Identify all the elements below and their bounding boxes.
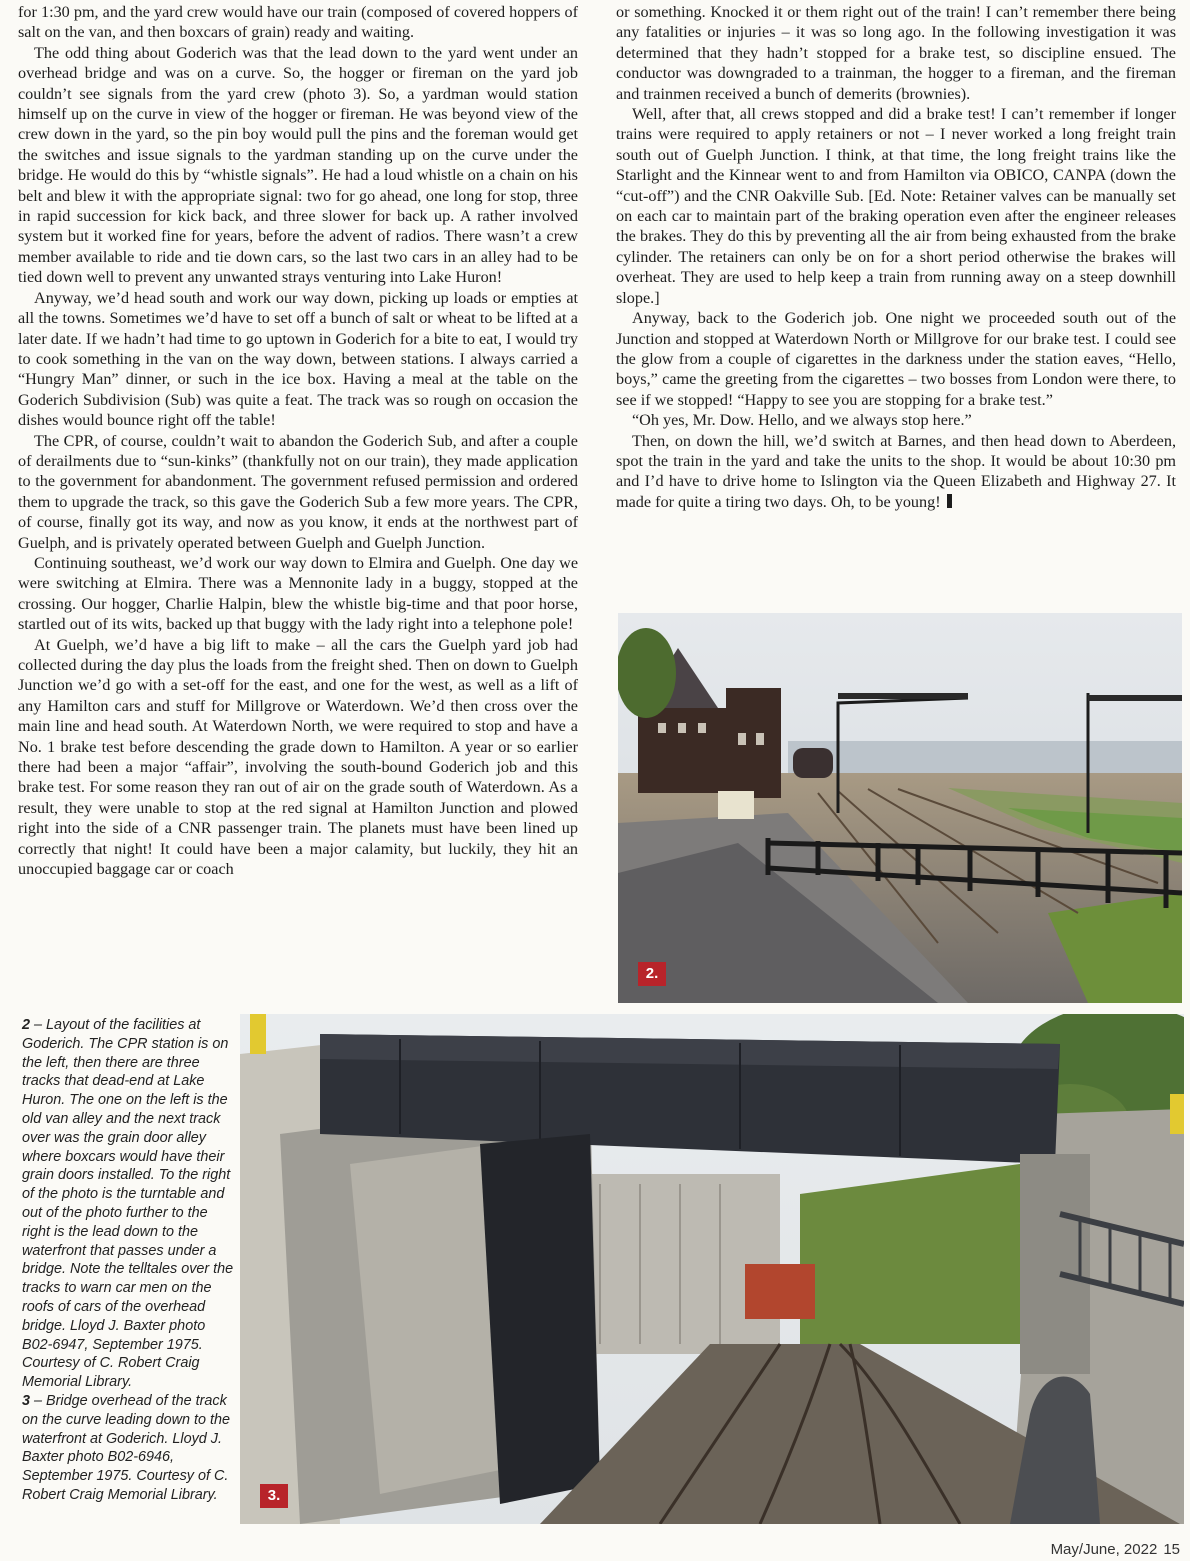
caption-photo-3 — [22, 1392, 234, 1505]
photo-captions — [22, 1016, 234, 1505]
photo-goderich-yard — [618, 613, 1182, 1003]
paragraph: At Guelph, we’d have a big lift to make – all the cars the Guelph yard job had collected during the day plus the loads from the freight shed. Then on down to Guelph Junction we’d go with a set-off for the east, and one for the west, as well as a lift of any Hamilton cars and stuff for Millgrove or Waterdown. We’d then cross over the main line and head south. At Waterdown North, we were required to stop and have a No. 1 brake test before descending the grade down to Hamilton. A year or so earlier there had been a major “affair”, involving the south-bound Goderich job and this brake test. For some reason they ran out of air on the grade south of Waterdown. As a result, they were unable to stop at the red signal at Hamilton Junction and plowed right into the side of a CNR passenger train. The planets must have been lined up correctly that night! It could have been a major calamity, but luckily, they hit an unoccupied baggage car or coach — [18, 635, 578, 879]
caption-text: – Bridge overhead of the track on the curve leading down to the waterfront at Goderich. Lloyd J. Baxter photo B02-6946, September 1975. Courtesy of C. Robert Craig Memorial Library. — [22, 1392, 231, 1503]
caption-photo-2 — [22, 1016, 234, 1392]
paragraph: or something. Knocked it or them right out of the train! I can’t remember there being any fatalities or injuries – it was so long ago. In the following investigation it was determined that they hadn’t stopped for a brake test, so discipline ensued. The conductor was downgraded to a trainman, the hogger to a fireman, and the fireman and trainmen received a bunch of demerits (brownies). — [616, 3, 1176, 103]
photo-goderich-yard-image — [618, 613, 1182, 1003]
paragraph: for 1:30 pm, and the yard crew would have our train (composed of covered hoppers of salt on the van, and then boxcars of grain) ready and waiting. — [18, 3, 578, 42]
left-column — [18, 2, 578, 879]
paragraph: Anyway, back to the Goderich job. One night we proceeded south out of the Junction and stopped at Waterdown North or Millgrove for our brake test. I could see the glow from a couple of cigarettes in the darkness under the station eaves, “Hello, boys,” came the greeting from the cigarettes – two bosses from London were there, to see if we stopped! “Happy to see you are stopping for a brake test.” — [616, 309, 1176, 409]
paragraph-text: Then, on down the hill, we’d switch at Barnes, and then head down to Aberdeen, spot the train in the yard and take the units to the shop. It would be about 10:30 pm and I’d have to drive home to Islington via the Queen Elizabeth and Highway 27. It made for quite a tiring two days. Oh, to be young! — [616, 431, 1176, 511]
page-number: 15 — [1163, 1541, 1180, 1558]
page-footer — [1051, 1541, 1180, 1558]
photo-number-badge: 3. — [260, 1484, 288, 1508]
paragraph: Continuing southeast, we’d work our way down to Elmira and Guelph. One day we were switching at Elmira. There was a Mennonite lady in a buggy, stopped at the crossing. Our hogger, Charlie Halpin, blew the whistle big-time and that poor horse, startled out of its wits, backed up that buggy with the lady right into a telephone pole! — [18, 553, 578, 634]
issue-date: May/June, 2022 — [1050, 1541, 1158, 1558]
caption-text: – Layout of the facilities at Goderich. The CPR station is on the left, then there are three tracks that dead-end at Lake Huron. The one on the left is the old van alley and the next track over was the grain door alley where boxcars would have their grain doors installed. To the right of the photo is the turntable and out of the photo further to the right is the lead down to the waterfront that passes under a bridge. Note the telltales over the tracks to warn car men on the roofs of cars of the overhead bridge. Lloyd J. Baxter photo B02-6947, September 1975. Courtesy of C. Robert Craig Memorial Library. — [22, 1017, 234, 1391]
paragraph: The odd thing about Goderich was that the lead down to the yard went under an overhead bridge and was on a curve. So, the hogger or fireman on the yard job couldn’t see signals from the yard crew (photo 3). So, a yardman would station himself up on the curve in view of the hogger or fireman. He was beyond view of the crew down in the yard, so the pin boy would pull the pins and the foreman would get the switches and issue signals to the yardman standing up on the curve under the bridge. He would do this by “whistle signals”. He had a loud whistle on a chain on his belt and blew it with the appropriate signal: two for go ahead, one long for stop, three in rapid succession for kick back, and three slower for back up. A rather involved system but it worked fine for years, before the advent of radios. There wasn’t a crew member available to ride and tie down cars, so the last two cars in an alley had to be tied down well to prevent any unwanted strays venturing into Lake Huron! — [18, 43, 578, 287]
paragraph: Anyway, we’d head south and work our way down, picking up loads or empties at all the towns. Sometimes we’d have to set off a bunch of salt or wheat to be lifted at a later date. If we hadn’t had time to go uptown in Goderich for a bite to eat, I would try to cook something in the van on the way down, between stations. I always carried a “Hungry Man” dinner, or such in the ice box. Having a meal at the table on the Goderich Subdivision (Sub) was quite a feat. The track was so rough on occasion the dishes would bounce right off the table! — [18, 288, 578, 430]
caption-number: 2 — [22, 1017, 31, 1033]
paragraph-last — [616, 431, 1176, 513]
paragraph: Well, after that, all crews stopped and did a brake test! I can’t remember if longer trains were required to apply retainers or not – I never worked a long freight train south out of Guelph Junction. I think, at that time, the long freight trains like the Starlight and the Kinnear went to and from Hamilton via OBICO, CANPA (down the “cut-off”) and the CNR Oakville Sub. [Ed. Note: Retainer valves can be manually set on each car to maintain part of the braking operation even after the engineer releases the brakes. They do this by preventing all the air from being exhausted from the brake cylinder. The retainers can only be on for a short period otherwise the brakes will overheat. They are used to help keep a train from running away on a steep downhill slope.] — [616, 105, 1176, 307]
photo-number-badge: 2. — [638, 962, 666, 986]
paragraph: The CPR, of course, couldn’t wait to abandon the Goderich Sub, and after a couple of derailments due to “sun-kinks” (thankfully not on our train), they made application to the government for abandonment. The government refused permission and ordered them to upgrade the track, so this gave the Goderich Sub a few more years. The CPR, of course, finally got its way, and now as you know, it ends at the northwest part of Guelph, and is privately operated between Guelph and Guelph Junction. — [18, 431, 578, 552]
end-mark-icon — [947, 494, 952, 508]
photo-bridge-overhead-image — [240, 1014, 1184, 1524]
right-column — [616, 2, 1176, 512]
photo-bridge-overhead — [240, 1014, 1184, 1524]
caption-number: 3 — [22, 1392, 31, 1409]
paragraph: “Oh yes, Mr. Dow. Hello, and we always stop here.” — [632, 411, 972, 430]
